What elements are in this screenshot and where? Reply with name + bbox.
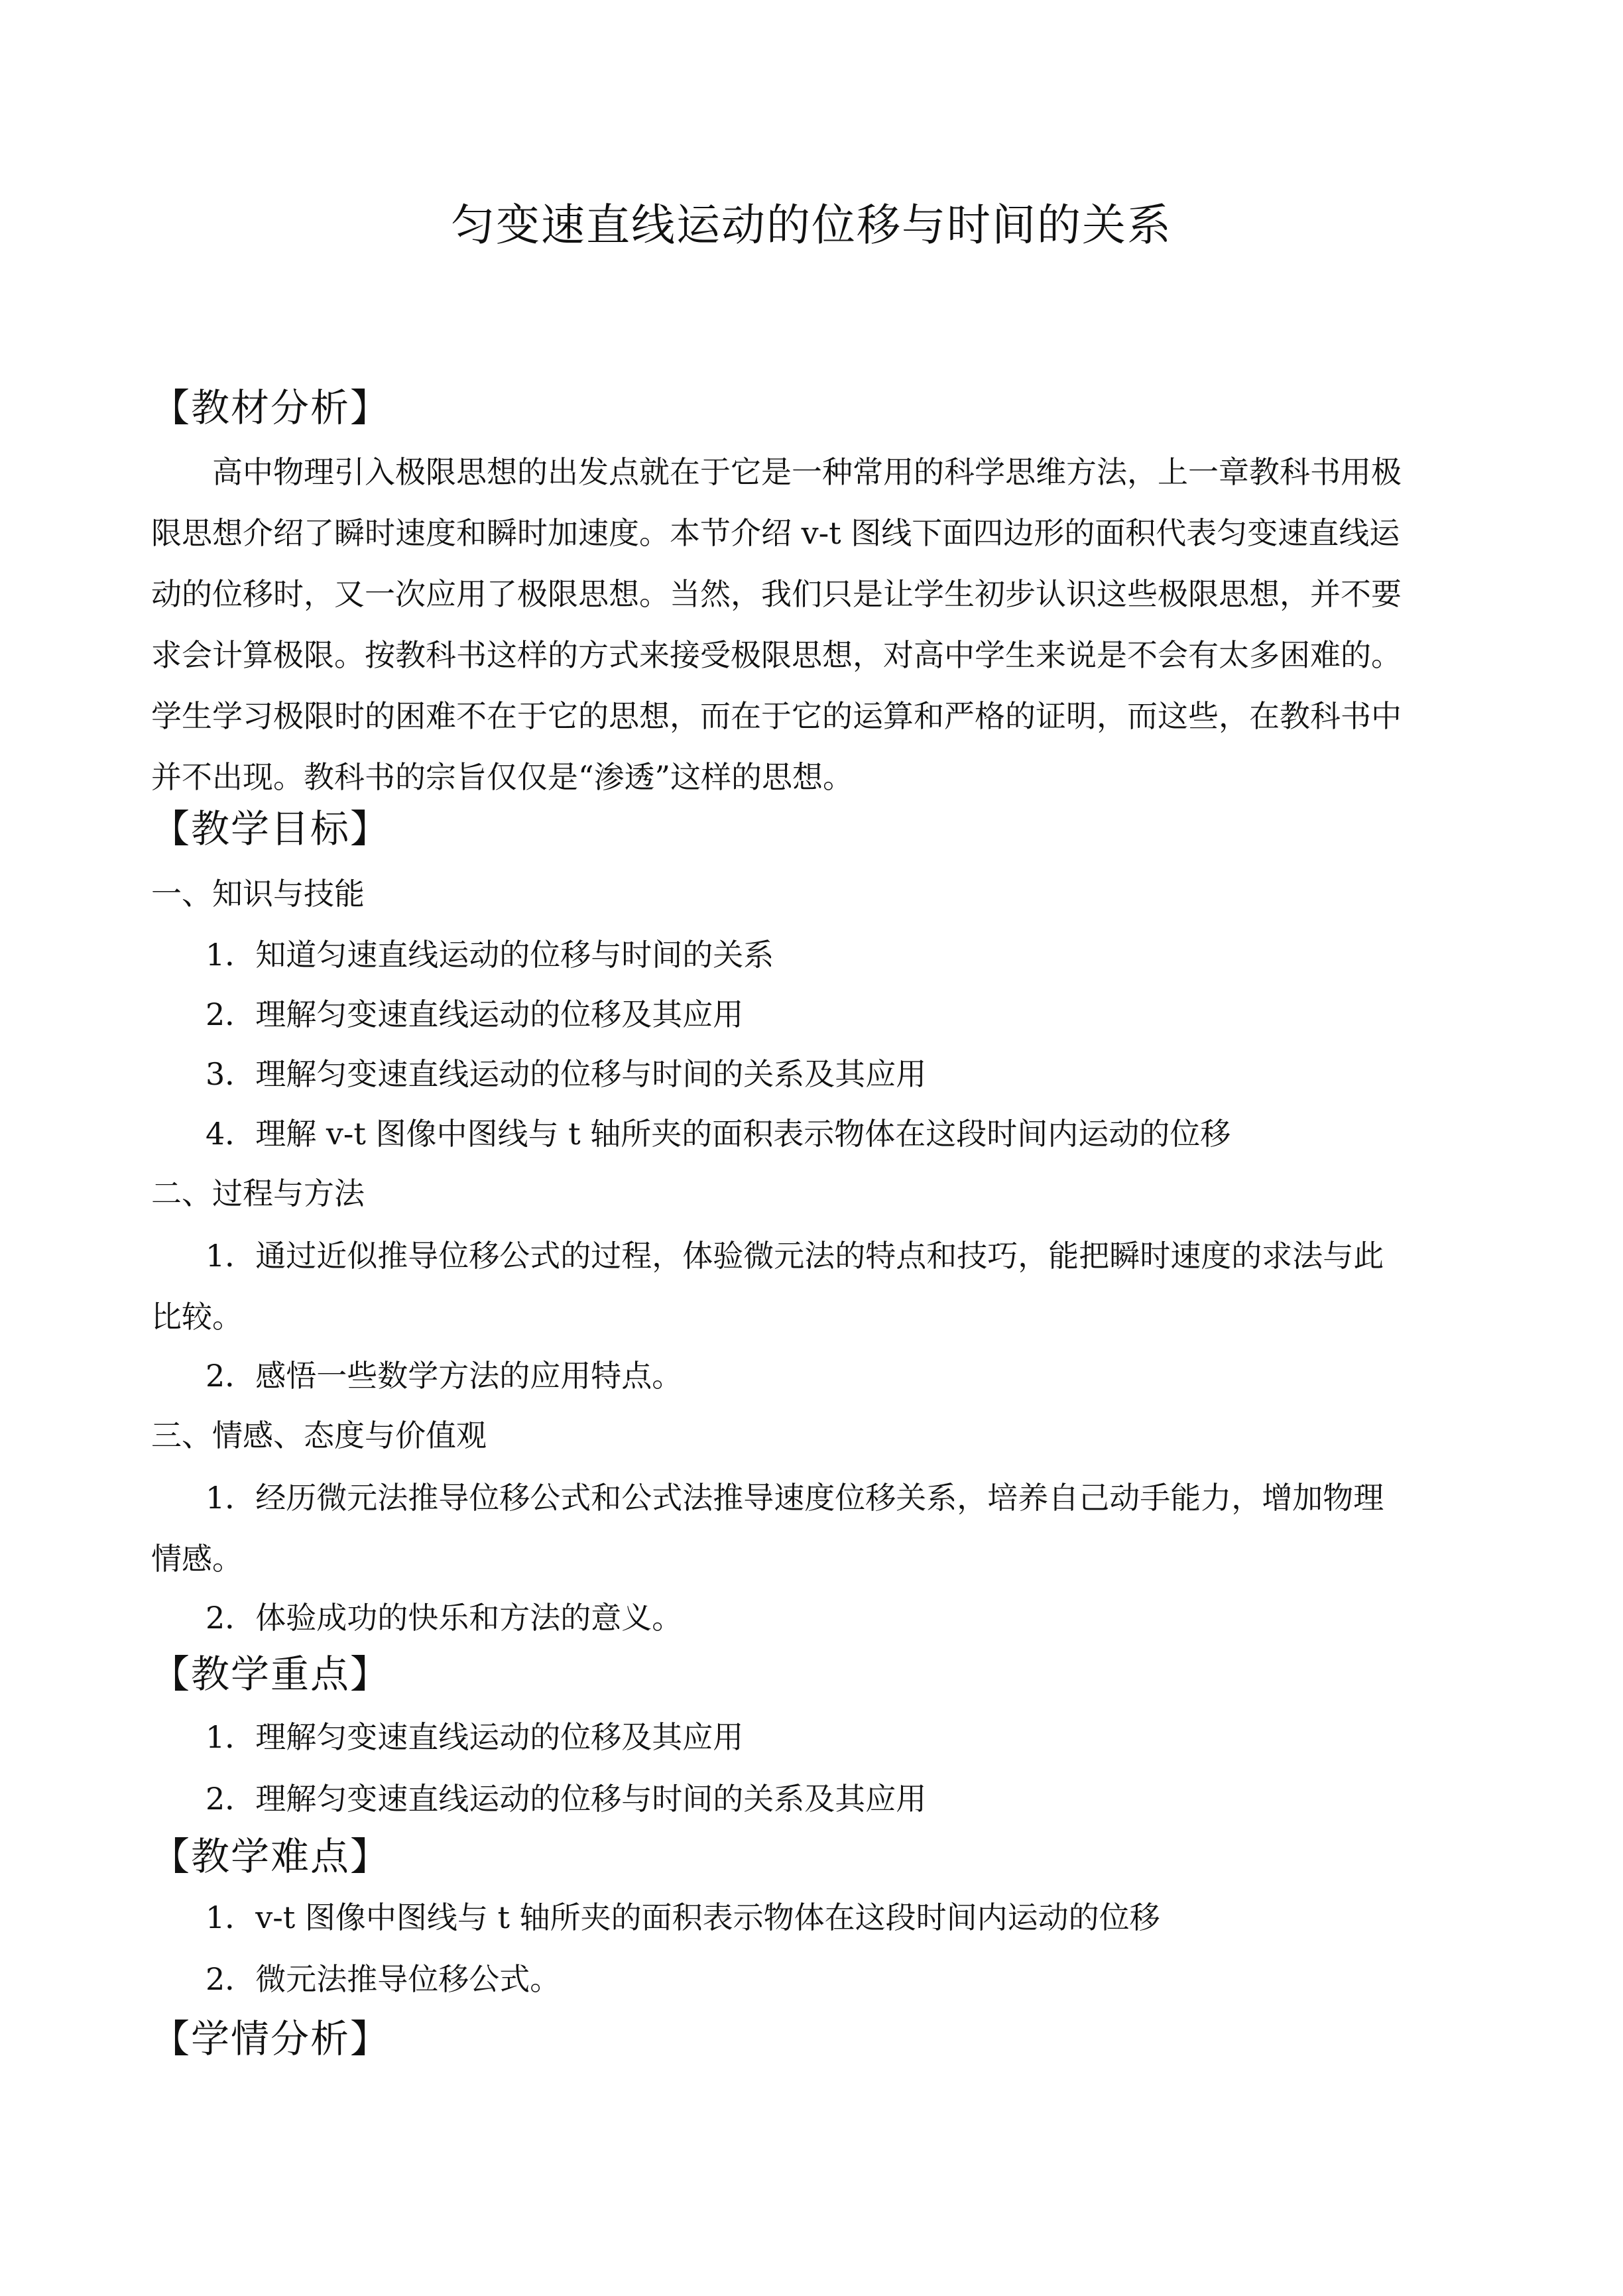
heading-material-analysis: 【教材分析】 bbox=[151, 385, 391, 430]
goal-item: 2．感悟一些数学方法的应用特点。 bbox=[206, 1358, 683, 1394]
paragraph-line: 求会计算极限。按教科书这样的方式来接受极限思想，对高中学生来说是不会有太多困难的。 bbox=[151, 637, 1402, 673]
paragraph-line: 限思想介绍了瞬时速度和瞬时加速度。本节介绍 v-t 图线下面四边形的面积代表匀变速直线运 bbox=[151, 515, 1400, 551]
goal-item-line: 1．经历微元法推导位移公式和公式法推导速度位移关系，培养自己动手能力，增加物理 bbox=[206, 1480, 1384, 1516]
goal-item: 2．体验成功的快乐和方法的意义。 bbox=[206, 1600, 683, 1636]
goal-item bbox=[151, 1225, 1480, 1347]
goal-item: 1．知道匀速直线运动的位移与时间的关系 bbox=[206, 937, 774, 973]
goal-item: 2．理解匀变速直线运动的位移及其应用 bbox=[206, 997, 744, 1032]
goal-item bbox=[151, 1467, 1480, 1589]
paragraph-line: 动的位移时，又一次应用了极限思想。当然，我们只是让学生初步认识这些极限思想，并不要 bbox=[151, 576, 1402, 612]
goal-item-line: 1．通过近似推导位移公式的过程，体验微元法的特点和技巧，能把瞬时速度的求法与此 bbox=[206, 1238, 1384, 1274]
heading-difficulties: 【教学难点】 bbox=[151, 1834, 391, 1879]
subheading-emotion-values: 三、情感、态度与价值观 bbox=[151, 1418, 487, 1453]
goal-item: 3．理解匀变速直线运动的位移与时间的关系及其应用 bbox=[206, 1056, 927, 1092]
heading-student-analysis: 【学情分析】 bbox=[151, 2016, 391, 2061]
paragraph-line: 并不出现。教科书的宗旨仅仅是“渗透”这样的思想。 bbox=[151, 759, 854, 795]
heading-teaching-goals: 【教学目标】 bbox=[151, 806, 391, 851]
document-title: 匀变速直线运动的位移与时间的关系 bbox=[451, 200, 1172, 251]
subheading-process-methods: 二、过程与方法 bbox=[151, 1176, 365, 1211]
goal-item-line: 比较。 bbox=[151, 1299, 243, 1335]
key-point-item: 2．理解匀变速直线运动的位移与时间的关系及其应用 bbox=[206, 1781, 927, 1817]
goal-item-line: 情感。 bbox=[151, 1541, 243, 1577]
key-point-item: 1．理解匀变速直线运动的位移及其应用 bbox=[206, 1719, 744, 1755]
goal-item: 4．理解 v-t 图像中图线与 t 轴所夹的面积表示物体在这段时间内运动的位移 bbox=[206, 1116, 1231, 1152]
heading-key-points: 【教学重点】 bbox=[151, 1652, 391, 1697]
paragraph-line: 高中物理引入极限思想的出发点就在于它是一种常用的科学思维方法，上一章教科书用极 bbox=[212, 454, 1402, 490]
subheading-knowledge-skills: 一、知识与技能 bbox=[151, 876, 365, 912]
paragraph-line: 学生学习极限时的困难不在于它的思想，而在于它的运算和严格的证明，而这些，在教科书中 bbox=[151, 698, 1402, 734]
difficulty-item: 2．微元法推导位移公式。 bbox=[206, 1961, 561, 1997]
material-analysis-paragraph bbox=[151, 442, 1480, 808]
difficulty-item: 1．v-t 图像中图线与 t 轴所夹的面积表示物体在这段时间内运动的位移 bbox=[206, 1900, 1160, 1935]
